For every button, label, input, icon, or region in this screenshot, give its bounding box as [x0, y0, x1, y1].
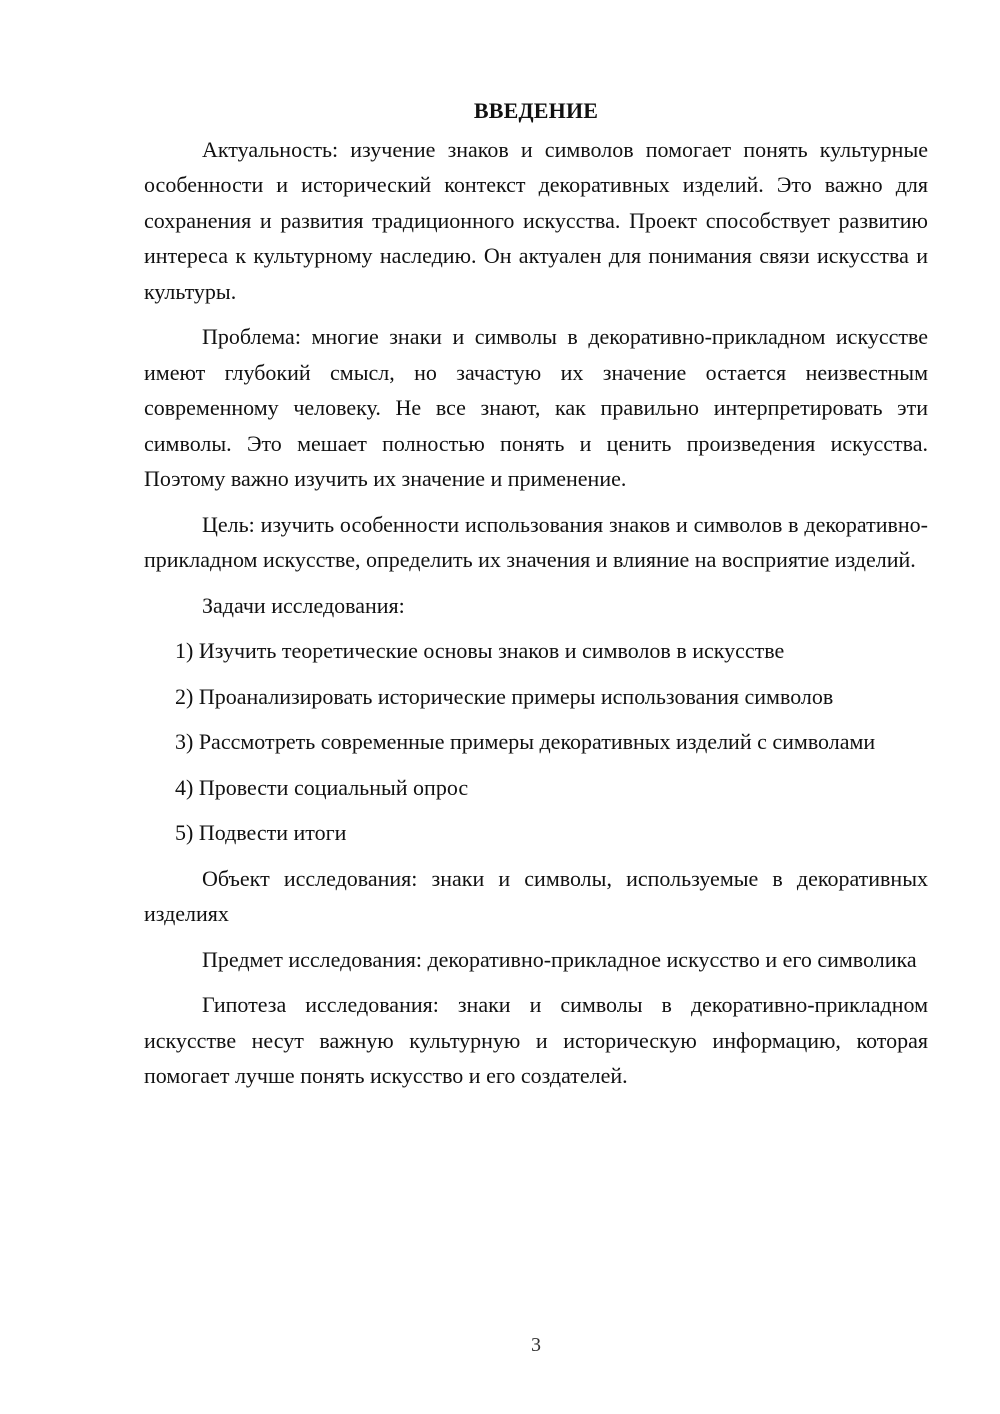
- problem-paragraph: Проблема: многие знаки и символы в декоративно-прикладном искусстве имеют глубокий смысл, но зачастую их значение остается неизвестным современному человеку. Не все знают, как правильно интерпретировать эти символы. Это мешает полностью понять и ценить произведения искусства. Поэтому важно изучить их значение и применение.: [144, 324, 928, 491]
- page-number: 3: [531, 1334, 541, 1356]
- research-subject-paragraph: Предмет исследования: декоративно-прикладное искусство и его символика: [202, 946, 917, 972]
- tasks-heading: Задачи исследования:: [202, 592, 405, 618]
- relevance-paragraph: Актуальность: изучение знаков и символов помогает понять культурные особенности и исторический контекст декоративных изделий. Это важно для сохранения и развития традиционного искусства. Проект способствует развитию интереса к культурному наследию. Он актуален для понимания связи искусства и культуры.: [144, 136, 928, 304]
- section-heading: ВВЕДЕНИЕ: [473, 98, 599, 123]
- hypothesis-paragraph: Гипотеза исследования: знаки и символы в декоративно-прикладном искусстве несут важную культурную и историческую информацию, которая помогает лучше понять искусство и его создателей.: [144, 992, 928, 1088]
- task-item-1: 1) Изучить теоретические основы знаков и символов в искусстве: [175, 638, 785, 663]
- research-object-paragraph: Объект исследования: знаки и символы, используемые в декоративных изделиях: [144, 865, 928, 926]
- task-item-3: 3) Рассмотреть современные примеры декоративных изделий с символами: [175, 729, 876, 754]
- task-item-2: 2) Проанализировать исторические примеры использования символов: [175, 683, 834, 709]
- goal-paragraph: Цель: изучить особенности использования знаков и символов в декоративно-прикладном искусстве, определить их значения и влияние на восприятие изделий.: [144, 511, 928, 572]
- task-item-4: 4) Провести социальный опрос: [175, 774, 469, 800]
- task-item-5: 5) Подвести итоги: [175, 820, 347, 845]
- page-content: [144, 93, 928, 1104]
